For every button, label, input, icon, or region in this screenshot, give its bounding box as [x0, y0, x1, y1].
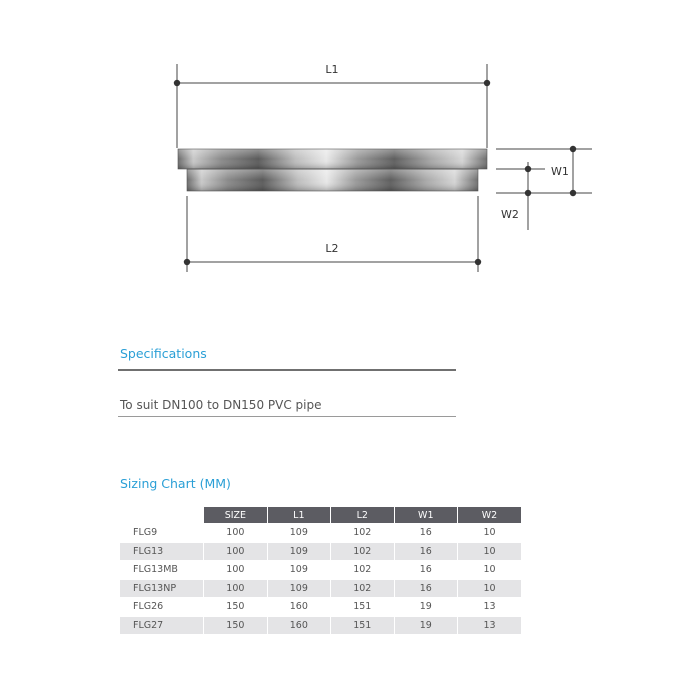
header-cell: L1	[267, 507, 330, 524]
table-cell: 109	[267, 524, 330, 543]
table-cell: 109	[267, 542, 330, 561]
label-w1: W1	[551, 165, 569, 178]
table-cell: 102	[331, 542, 394, 561]
table-cell: 16	[394, 561, 457, 580]
sizing-chart-table	[120, 507, 521, 634]
table-cell: 150	[204, 616, 267, 634]
table-cell: 16	[394, 542, 457, 561]
specifications-text: To suit DN100 to DN150 PVC pipe	[120, 398, 322, 412]
table-cell: 13	[458, 598, 522, 617]
table-cell: 100	[204, 561, 267, 580]
table-cell: FLG13NP	[120, 579, 204, 598]
label-w2: W2	[501, 208, 519, 221]
table-row	[120, 616, 521, 634]
table-cell: 102	[331, 561, 394, 580]
l1-dimension	[174, 63, 490, 148]
table-cell: 100	[204, 542, 267, 561]
table-cell: 19	[394, 598, 457, 617]
table-cell: FLG9	[120, 524, 204, 543]
label-l2: L2	[325, 242, 339, 255]
specifications-divider	[118, 369, 456, 371]
flange-cross-section-icon	[178, 149, 487, 191]
table-cell: 109	[267, 561, 330, 580]
table-header-row	[120, 507, 521, 524]
table-cell: 160	[267, 598, 330, 617]
table-cell: FLG26	[120, 598, 204, 617]
table-cell: 10	[458, 524, 522, 543]
table-cell: 102	[331, 579, 394, 598]
l2-dimension	[184, 196, 481, 272]
header-cell: SIZE	[204, 507, 267, 524]
table-row	[120, 561, 521, 580]
table-row	[120, 598, 521, 617]
table-cell: 10	[458, 561, 522, 580]
table-cell: 150	[204, 598, 267, 617]
table-cell: 102	[331, 524, 394, 543]
label-l1: L1	[325, 63, 339, 76]
header-cell	[120, 507, 204, 524]
table-cell: FLG13	[120, 542, 204, 561]
table-cell: 10	[458, 579, 522, 598]
table-cell: 100	[204, 524, 267, 543]
header-cell: L2	[331, 507, 394, 524]
table-cell: 151	[331, 616, 394, 634]
table-cell: 13	[458, 616, 522, 634]
table-cell: 100	[204, 579, 267, 598]
table-cell: 16	[394, 524, 457, 543]
table-row	[120, 524, 521, 543]
specifications-bottom-divider	[118, 416, 456, 417]
header-cell: W2	[458, 507, 522, 524]
specifications-title: Specifications	[120, 346, 207, 361]
header-cell: W1	[394, 507, 457, 524]
table-cell: FLG13MB	[120, 561, 204, 580]
table-cell: 151	[331, 598, 394, 617]
w-dimensions	[496, 146, 592, 230]
table-row	[120, 542, 521, 561]
sizing-chart-title: Sizing Chart (MM)	[120, 476, 231, 491]
table-cell: 19	[394, 616, 457, 634]
table-cell: 10	[458, 542, 522, 561]
table-cell: 16	[394, 579, 457, 598]
dimension-diagram	[0, 0, 700, 300]
table-cell: 109	[267, 579, 330, 598]
table-row	[120, 579, 521, 598]
table-cell: FLG27	[120, 616, 204, 634]
table-cell: 160	[267, 616, 330, 634]
